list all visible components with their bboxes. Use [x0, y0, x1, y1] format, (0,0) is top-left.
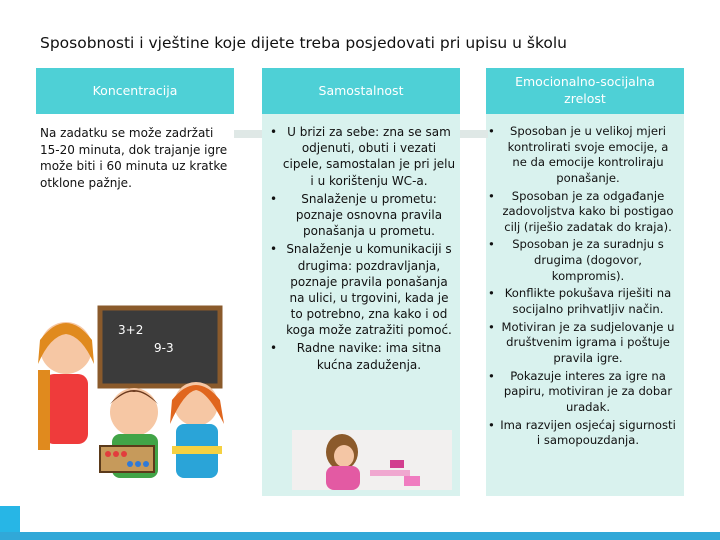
slide-title: Sposobnosti i vještine koje dijete treba posjedovati pri upisu u školu: [40, 34, 568, 52]
children-at-blackboard-illustration: [32, 300, 232, 480]
list-item: • Pokazuje interes za igre na papiru, motiviran je za dobar uradak.: [486, 369, 676, 416]
koncentracija-text: Na zadatku se može zadržati 15-20 minuta, dok trajanje igre može biti i 60 minuta uz kratke otklone pažnje.: [40, 126, 228, 190]
svg-text:9-3: 9-3: [154, 341, 174, 355]
list-item: • Konflikte pokušava riješiti na socijalno prihvatljiv način.: [486, 286, 676, 317]
list-item: • Radne navike: ima sitna kućna zaduženja.: [268, 340, 456, 372]
list-item: • Ima razvijen osjećaj sigurnosti i samopouzdanja.: [486, 418, 676, 449]
emocionalno-list: [486, 124, 676, 451]
bottom-accent-bar: [0, 496, 720, 540]
column-header-emocionalno: Emocionalno-socijalna zrelost: [486, 68, 684, 114]
samostalnost-list: [268, 124, 456, 375]
list-item: • Snalaženje u prometu: poznaje osnovna pravila ponašanja u prometu.: [268, 191, 456, 240]
column-header-samostalnost: Samostalnost: [262, 68, 460, 114]
list-item: • Snalaženje u komunikaciji s drugima: pozdravljanja, poznaje pravila ponašanja na ulici, u trgovini, kada je to potrebno, zna kako i od koga može zatražiti pomoć.: [268, 241, 456, 338]
list-item: • Motiviran je za sudjelovanje u društvenim igrama i poštuje pravila igre.: [486, 320, 676, 367]
girl-playing-photo: [292, 430, 452, 490]
svg-text:3+2: 3+2: [118, 323, 144, 337]
column-connector: [460, 130, 488, 138]
list-item: • Sposoban je za suradnju s drugima (dogovor, kompromis).: [486, 237, 676, 284]
accent-stripe: [0, 532, 720, 540]
accent-block: [0, 506, 20, 532]
list-item: • U brizi za sebe: zna se sam odjenuti, obuti i vezati cipele, samostalan je pri jelu i u korištenju WC-a.: [268, 124, 456, 189]
list-item: • Sposoban je u velikoj mjeri kontrolirati svoje emocije, a ne da emocije kontroliraju ponašanje.: [486, 124, 676, 187]
column-header-koncentracija: Koncentracija: [36, 68, 234, 114]
list-item: • Sposoban je za odgađanje zadovoljstva kako bi postigao cilj (riješio zadatak do kraja).: [486, 189, 676, 236]
column-connector: [234, 130, 262, 138]
